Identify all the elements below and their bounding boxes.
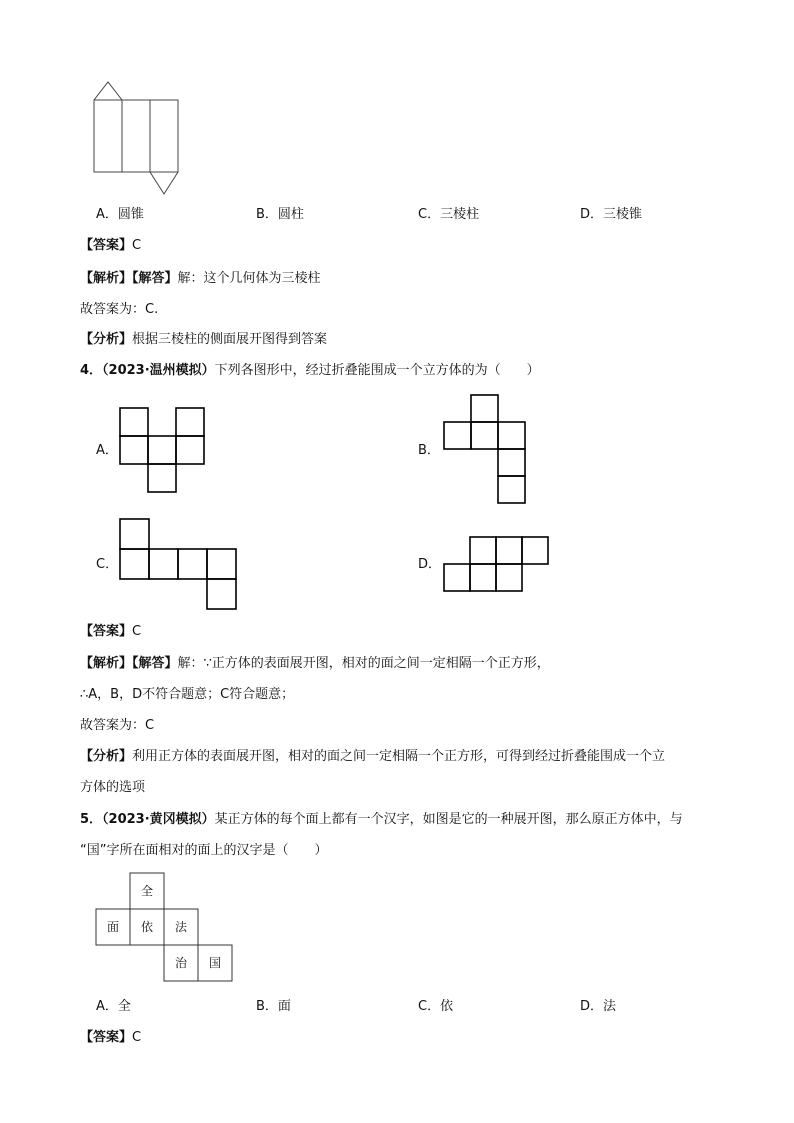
q4-option-b-net — [442, 393, 532, 508]
net-cell-mid: 依 — [140, 920, 154, 934]
q5-option-b: B．面 — [256, 999, 291, 1014]
q3-answer: 【答案】C — [80, 238, 142, 253]
q3-option-d: D．三棱锥 — [580, 207, 643, 222]
q4-analysis: 【解析】【解答】解：∵正方体的表面展开图，相对的面之间一定相隔一个正方形， — [80, 656, 550, 671]
q3-option-c: C．三棱柱 — [418, 207, 480, 222]
q4-answer: 【答案】C — [80, 624, 142, 639]
q4-fenxi-line1: 【分析】利用正方体的表面展开图，相对的面之间一定相隔一个正方形，可得到经过折叠能围成一个立 — [80, 749, 666, 764]
q4-fenxi-line2: 方体的选项 — [80, 780, 146, 795]
q4-conclusion: 故答案为：C — [80, 718, 155, 733]
q4-option-d-net — [442, 535, 557, 595]
q5-answer: 【答案】C — [80, 1030, 142, 1045]
q4-option-a-label: A． — [96, 443, 118, 458]
q4-option-c-net — [118, 517, 243, 612]
q5-option-d: D．法 — [580, 999, 617, 1014]
q3-option-a: A．圆锥 — [96, 207, 144, 222]
q4-option-c-label: C． — [96, 557, 119, 572]
prism-net-figure — [90, 78, 190, 198]
q5-option-c: C．依 — [418, 999, 454, 1014]
net-cell-bottom-left: 治 — [174, 956, 188, 970]
q3-analysis: 【解析】【解答】解：这个几何体为三棱柱 — [80, 271, 321, 286]
net-cell-top: 全 — [140, 884, 154, 898]
q3-option-b: B．圆柱 — [256, 207, 304, 222]
q5-character-net — [94, 871, 239, 986]
net-cell-bottom-right: 国 — [208, 956, 222, 970]
q4-option-a-net — [118, 406, 208, 496]
q5-stem-line2: “国”字所在面相对的面上的汉字是（ ） — [80, 843, 328, 858]
q5-option-a: A．全 — [96, 999, 131, 1014]
net-cell-left: 面 — [106, 920, 120, 934]
q4-therefore: ∴A，B，D不符合题意；C符合题意； — [80, 687, 295, 702]
net-cell-right: 法 — [174, 920, 188, 934]
q3-conclusion: 故答案为：C. — [80, 302, 159, 317]
q4-option-d-label: D． — [418, 557, 442, 572]
q3-fenxi: 【分析】根据三棱柱的侧面展开图得到答案 — [80, 332, 328, 347]
q5-stem-line1: 5．（2023·黄冈模拟）某正方体的每个面上都有一个汉字，如图是它的一种展开图，那么原正方体中，与 — [80, 812, 683, 827]
q4-option-b-label: B． — [418, 443, 440, 458]
q4-stem: 4．（2023·温州模拟）下列各图形中，经过折叠能围成一个立方体的为（ ） — [80, 363, 540, 378]
